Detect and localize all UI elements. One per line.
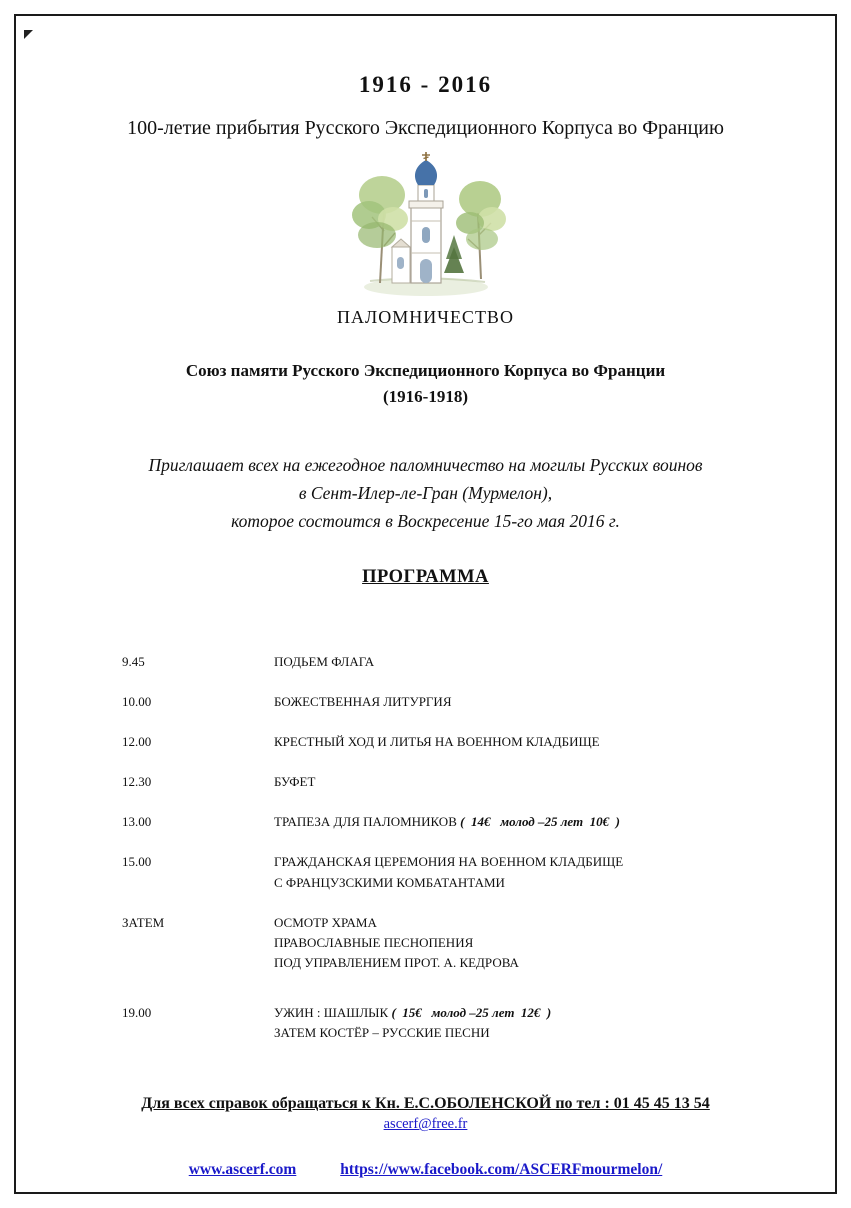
schedule-row [122, 732, 795, 752]
website-link[interactable]: www.ascerf.com [188, 1161, 297, 1179]
schedule-time: 10.00 [122, 693, 152, 709]
schedule-event-line: БУФЕТ [274, 774, 316, 790]
schedule-event-line: ОСМОТР ХРАМА [274, 914, 377, 930]
union-line1: Союз памяти Русского Экспедиционного Корпуса во Франции [185, 361, 666, 380]
schedule-row [122, 772, 795, 792]
schedule-row [122, 652, 795, 672]
schedule-time: 15.00 [122, 854, 152, 870]
schedule-event-line: ЗАТЕМ КОСТЁР – РУССКИЕ ПЕСНИ [274, 1025, 490, 1041]
union-name [56, 358, 795, 411]
church-illustration [340, 151, 512, 299]
schedule-time: 12.00 [122, 733, 152, 749]
union-line2: (1916-1918) [383, 387, 468, 407]
schedule-row [122, 913, 795, 973]
schedule-row [122, 812, 795, 832]
pilgrimage-title: ПАЛОМНИЧЕСТВО [337, 307, 514, 327]
schedule-event-line: ПОДЬЕМ ФЛАГА [274, 653, 375, 669]
contact-info: Для всех справок обращаться к Кн. Е.С.ОБОЛЕНСКОЙ по тел : 01 45 45 13 54 [141, 1095, 710, 1113]
page-border-frame [14, 14, 837, 1194]
schedule-time: 19.00 [122, 1005, 152, 1021]
schedule-event-line: ПРАВОСЛАВНЫЕ ПЕСНОПЕНИЯ [274, 934, 474, 950]
facebook-link[interactable]: https://www.facebook.com/ASCERFmourmelon/ [340, 1161, 663, 1179]
schedule-price: ( 14€ молод –25 лет 10€ ) [460, 814, 620, 830]
program-schedule [56, 652, 795, 1044]
invitation-line3: которое состоится в Воскресение 15-го мая 2016 г. [231, 510, 620, 531]
email-line [56, 1116, 795, 1133]
email-link[interactable]: ascerf@free.fr [383, 1116, 468, 1133]
invitation-line2: в Сент-Илер-ле-Гран (Мурмелон), [298, 482, 553, 503]
schedule-event [274, 692, 795, 712]
program-title: ПРОГРАММА [362, 566, 489, 587]
schedule-event [274, 1003, 795, 1043]
schedule-row [122, 692, 795, 712]
schedule-event-line: БОЖЕСТВЕННАЯ ЛИТУРГИЯ [274, 693, 452, 709]
title-years: 1916 - 2016 [358, 72, 493, 97]
schedule-event-line: УЖИН : ШАШЛЫК [274, 1005, 392, 1021]
schedule-time: 13.00 [122, 814, 152, 830]
schedule-time: 12.30 [122, 774, 152, 790]
invitation-line1: Приглашает всех на ежегодное паломничество на могилы Русских воинов [148, 454, 703, 475]
schedule-event [274, 913, 795, 973]
schedule-price: ( 15€ молод –25 лет 12€ ) [391, 1005, 552, 1021]
schedule-event [274, 812, 795, 832]
corner-mark [24, 30, 33, 39]
schedule-event-line: КРЕСТНЫЙ ХОД И ЛИТЬЯ НА ВОЕННОМ КЛАДБИЩЕ [274, 733, 600, 749]
schedule-event [274, 652, 795, 672]
invitation-text [56, 451, 795, 535]
schedule-event [274, 772, 795, 792]
subtitle: 100-летие прибытия Русского Экспедиционного Корпуса во Францию [127, 117, 724, 139]
schedule-time: 9.45 [122, 653, 145, 669]
schedule-event-line: ТРАПЕЗА ДЛЯ ПАЛОМНИКОВ [274, 814, 461, 830]
schedule-event-line: ГРАЖДАНСКАЯ ЦЕРЕМОНИЯ НА ВОЕННОМ КЛАДБИЩЕ [274, 854, 624, 870]
schedule-event [274, 852, 795, 892]
schedule-event [274, 732, 795, 752]
links-line [56, 1161, 795, 1179]
schedule-event-line: ПОД УПРАВЛЕНИЕМ ПРОТ. А. КЕДРОВА [274, 954, 519, 970]
schedule-row [122, 852, 795, 892]
schedule-row [122, 1003, 795, 1043]
schedule-event-line: С ФРАНЦУЗСКИМИ КОМБАТАНТАМИ [274, 874, 505, 890]
schedule-time: ЗАТЕМ [122, 914, 165, 930]
